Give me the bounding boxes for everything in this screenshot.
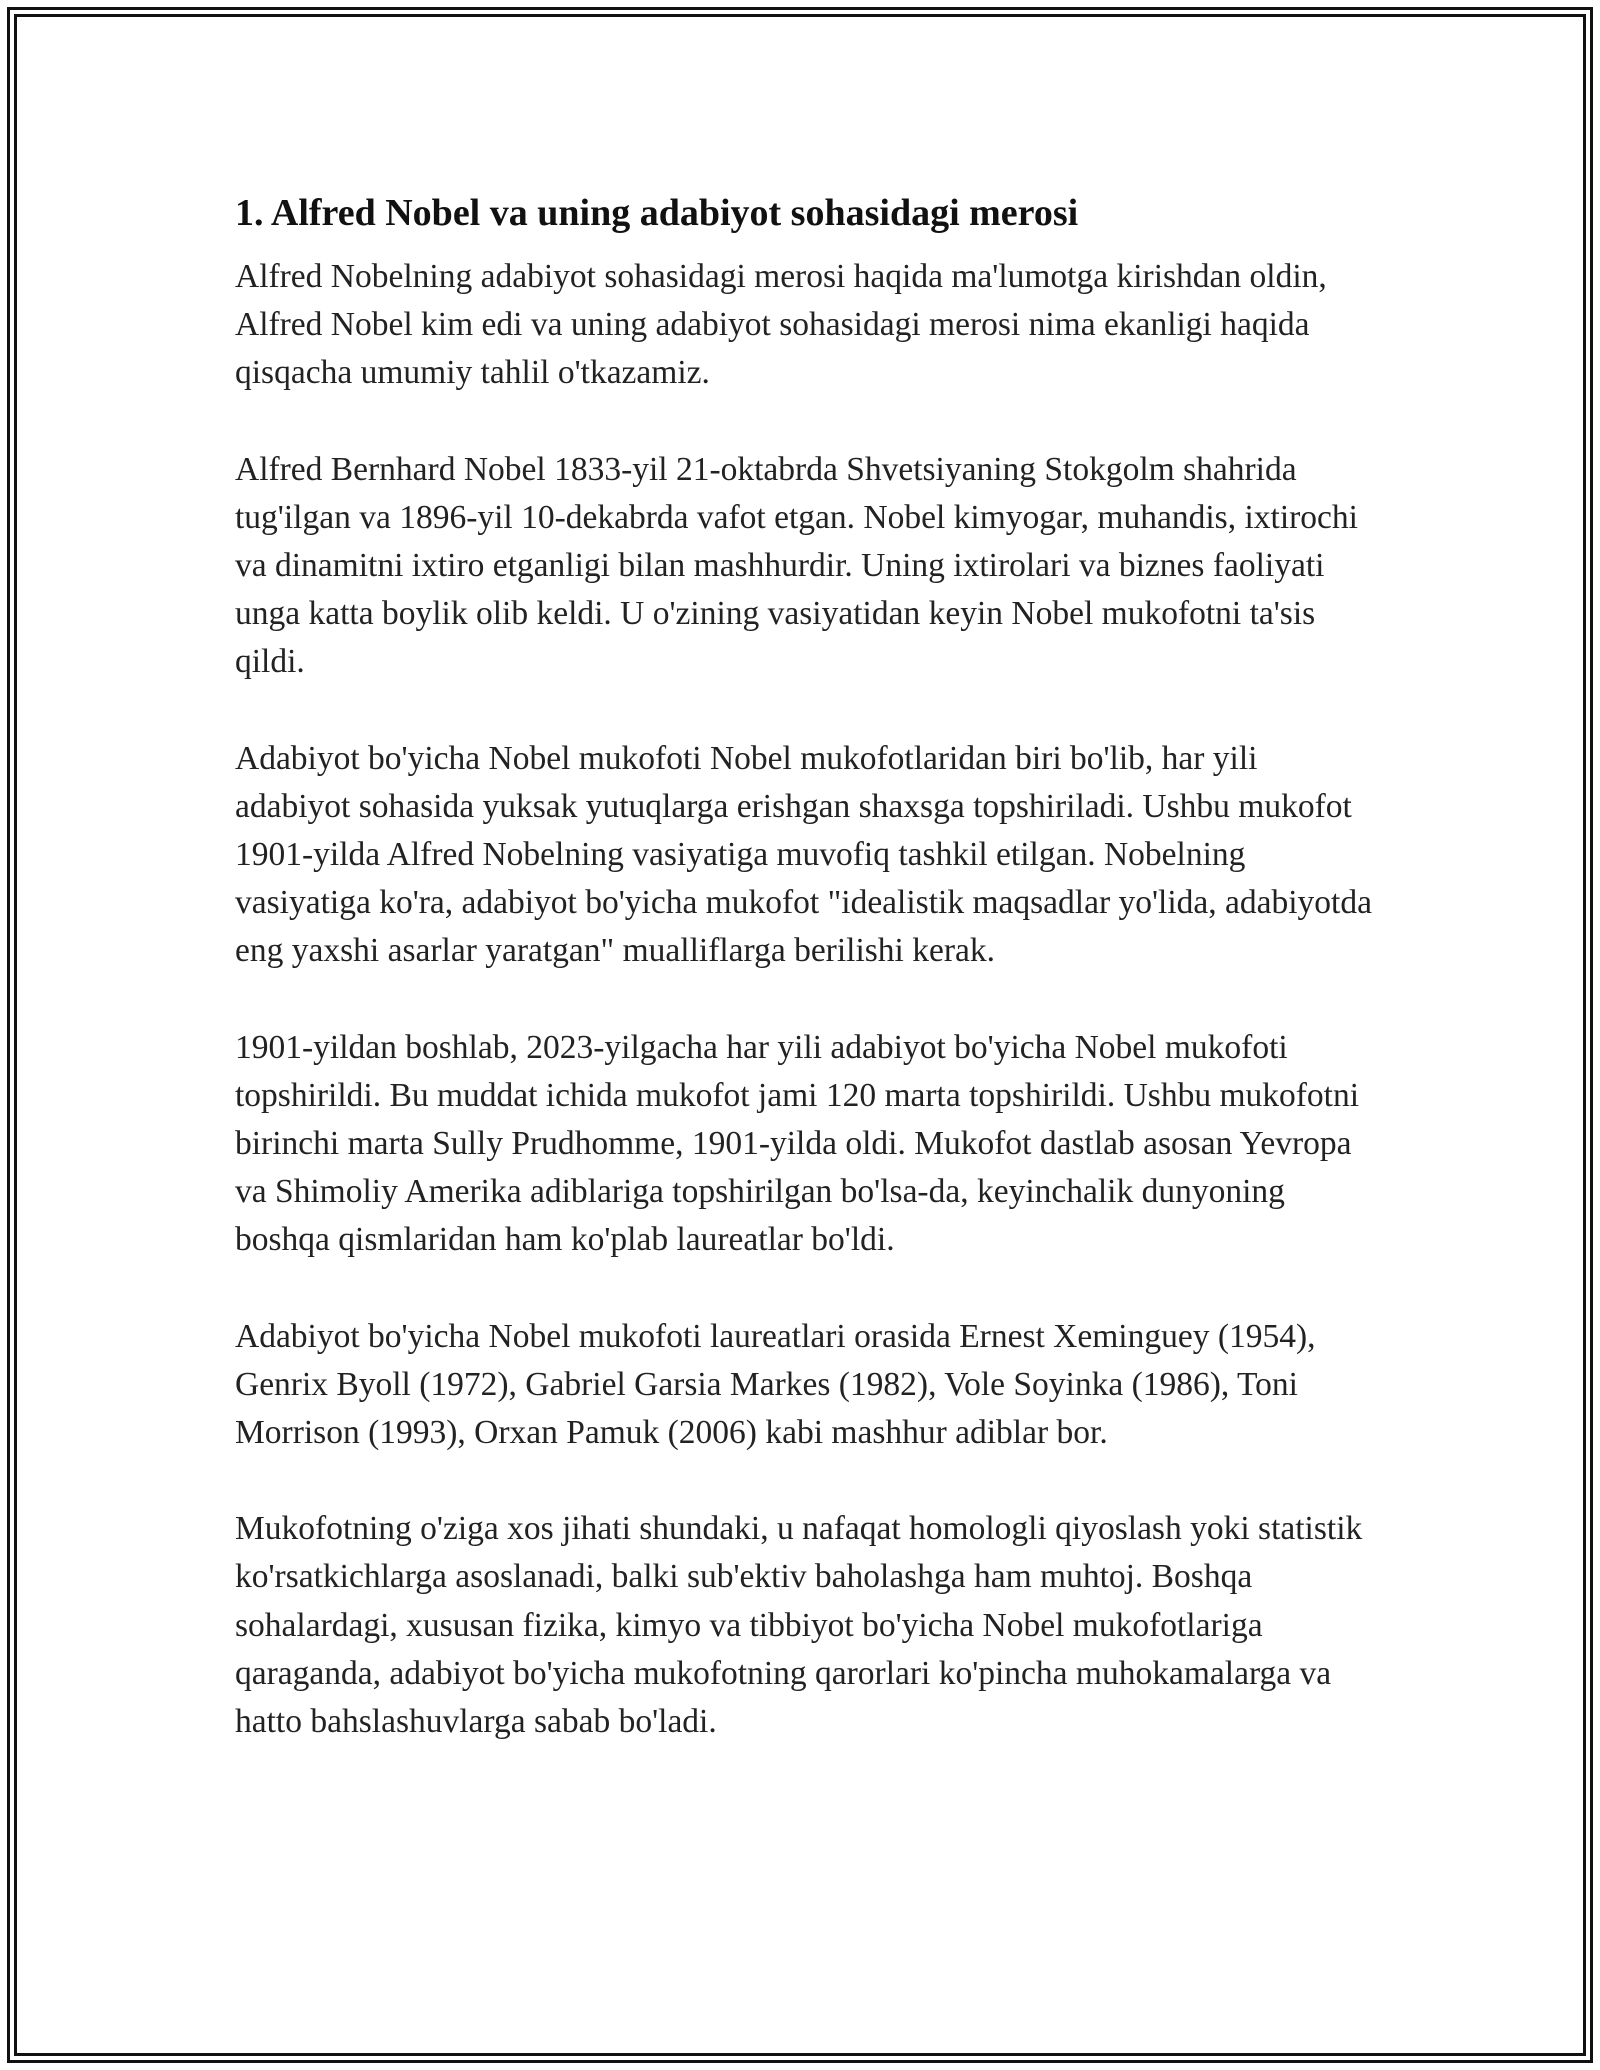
- section-heading: 1. Alfred Nobel va uning adabiyot sohasidagi merosi: [235, 192, 1079, 234]
- paragraph-biography: Alfred Bernhard Nobel 1833-yil 21-oktabrda Shvetsiyaning Stokgolm shahrida tug'ilgan va 1896-yil 10-dekabrda vafot etgan. Nobel kimyogar, muhandis, ixtirochi va dinamitni ixtiro etganligi bilan mashhurdir. Uning ixtirolari va biznes faoliyati unga katta boylik olib keldi. U o'zining vasiyatidan keyin Nobel mukofotni ta'sis qildi.: [235, 450, 1358, 681]
- paragraph-intro: Alfred Nobelning adabiyot sohasidagi merosi haqida ma'lumotga kirishdan oldin, Alfred Nobel kim edi va uning adabiyot sohasidagi merosi nima ekanligi haqida qisqacha umumiy tahlil o'tkazamiz.: [235, 258, 1327, 392]
- paragraph-laureates: Adabiyot bo'yicha Nobel mukofoti laureatlari orasida Ernest Xeminguey (1954), Genrix Byoll (1972), Gabriel Garsia Markes (1982), Vole Soyinka (1986), Toni Morrison (1993), Orxan Pamuk (2006) kabi mashhur adiblar bor.: [235, 1317, 1316, 1452]
- paragraph-prize-description: Adabiyot bo'yicha Nobel mukofoti Nobel mukofotlaridan biri bo'lib, har yili adabiyot sohasida yuksak yutuqlarga erishgan shaxsga topshiriladi. Ushbu mukofot 1901-yilda Alfred Nobelning vasiyatiga muvofiq tashkil etilgan. Nobelning vasiyatiga ko'ra, adabiyot bo'yicha mukofot "idealistik maqsadlar yo'lida, adabiyotda eng yaxshi asarlar yaratgan" mualliflarga berilishi kerak.: [235, 739, 1372, 970]
- document-body: [235, 185, 1375, 1746]
- paragraph-prize-history: 1901-yildan boshlab, 2023-yilgacha har yili adabiyot bo'yicha Nobel mukofoti topshirildi. Bu muddat ichida mukofot jami 120 marta topshirildi. Ushbu mukofotni birinchi marta Sully Prudhomme, 1901-yilda oldi. Mukofot dastlab asosan Yevropa va Shimoliy Amerika adiblariga topshirilgan bo'lsa-da, keyinchalik dunyoning boshqa qismlaridan ham ko'plab laureatlar bo'ldi.: [235, 1028, 1360, 1259]
- paragraph-uniqueness: Mukofotning o'ziga xos jihati shundaki, u nafaqat homologli qiyoslash yoki statistik ko'rsatkichlarga asoslanadi, balki sub'ektiv baholashga ham muhtoj. Boshqa sohalardagi, xususan fizika, kimyo va tibbiyot bo'yicha Nobel mukofotlariga qaraganda, adabiyot bo'yicha mukofotning qarorlari ko'pincha muhokamalarga va hatto bahslashuvlarga sabab bo'ladi.: [235, 1510, 1363, 1741]
